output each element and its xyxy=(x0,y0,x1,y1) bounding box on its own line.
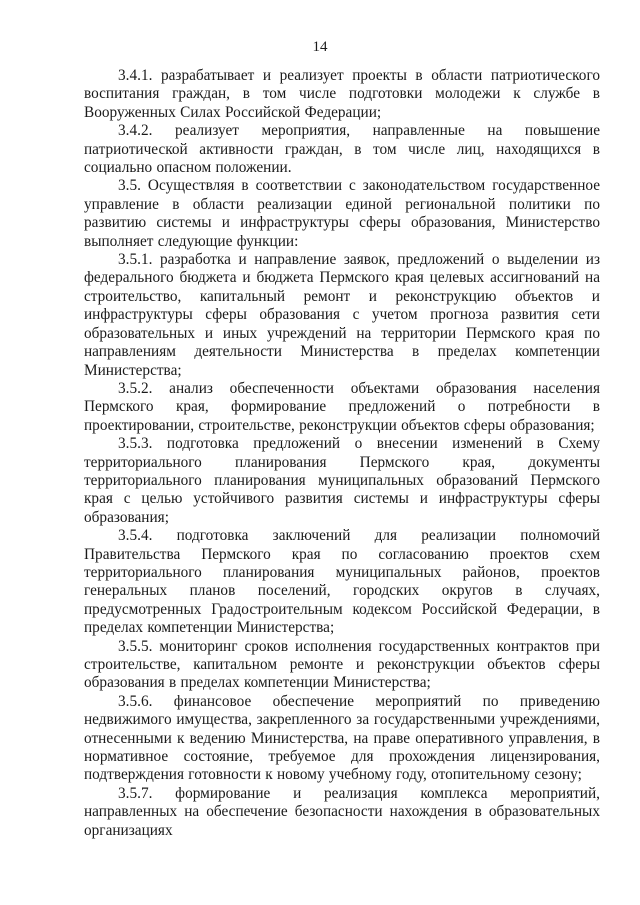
paragraph-3-5-1: 3.5.1. разработка и направление заявок, предложений о выделении из федерального бюджета и бюджета Пермского края целевых ассигнований на строительство, капитальный ремонт и реконструкцию объектов и инфраструктуры сферы образования с учетом прогноза развития сети образовательных и иных учреждений на территории Пермского края по направлениям деятельности Министерства в пределах компетенции Министерства; xyxy=(84,251,600,379)
paragraph-3-5-5: 3.5.5. мониторинг сроков исполнения государственных контрактов при строительстве, капитальном ремонте и реконструкции объектов сферы образования в пределах компетенции Министерства; xyxy=(84,637,600,692)
paragraph-3-5-4: 3.5.4. подготовка заключений для реализации полномочий Правительства Пермского края по согласованию проектов схем территориального планирования муниципальных районов, проектов генеральных планов поселений, городских округов в случаях, предусмотренных Градостроительным кодексом Российской Федерации, в пределах компетенции Министерства; xyxy=(84,527,600,637)
paragraph-3-5-6: 3.5.6. финансовое обеспечение мероприятий по приведению недвижимого имущества, закрепленного за государственными учреждениями, отнесенными к ведению Министерства, на праве оперативного управления, в нормативное состояние, требуемое для прохождения лицензирования, подтверждения готовности к новому учебному году, отопительному сезону; xyxy=(84,692,600,784)
document-body xyxy=(84,67,600,840)
paragraph-3-5-7: 3.5.7. формирование и реализация комплекса мероприятий, направленных на обеспечение безопасности нахождения в образовательных организациях xyxy=(84,784,600,839)
page-number: 14 xyxy=(312,39,328,55)
paragraph-3-5-3: 3.5.3. подготовка предложений о внесении изменений в Схему территориального планирования Пермского края, документы территориального планирования муниципальных образований Пермского края с целью устойчивого развития системы и инфраструктуры сферы образования; xyxy=(84,435,600,526)
paragraph-3-5: 3.5. Осуществляя в соответствии с законодательством государственное управление в области реализации единой региональной политики по развитию системы и инфраструктуры сферы образования, Министерство выполняет следующие функции: xyxy=(84,177,600,250)
paragraph-3-4-1: 3.4.1. разрабатывает и реализует проекты в области патриотического воспитания граждан, в том числе подготовки молодежи к службе в Вооруженных Силах Российской Федерации; xyxy=(84,67,600,121)
paragraph-3-4-2: 3.4.2. реализует мероприятия, направленные на повышение патриотической активности граждан, в том числе лиц, находящихся в социально опасном положении. xyxy=(84,122,600,177)
paragraph-3-5-2: 3.5.2. анализ обеспеченности объектами образования населения Пермского края, формирование предложений о потребности в проектировании, строительстве, реконструкции объектов сферы образования; xyxy=(84,379,600,434)
